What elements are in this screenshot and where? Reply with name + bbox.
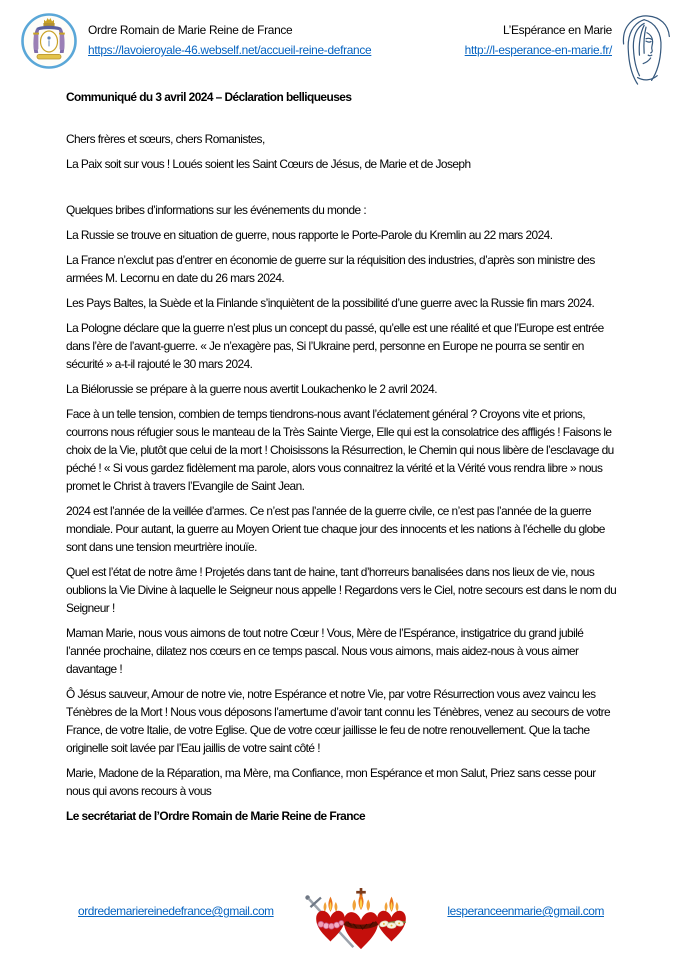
paragraph-tension: Face à un telle tension, combien de temps tiendrons-nous avant l’éclatement général ? Croyons vite et prions, courrons nous réfugier sous le manteau de la Très Sainte Vierge, Elle qui est la consolatrice des affligés ! Faisons le choix de la Vie, plutôt que celui de la mort ! Choisissons la Résurrection, le Chemin qui nous libère de l’esclavage du péché ! « Si vous gardez fidèlement ma parole, alors vous connaitrez la vérité et la Vérité vous rendra libre » nous promet le Christ à travers l’Evangile de Saint Jean. bbox=[66, 407, 614, 493]
paragraph-baltics: Les Pays Baltes, la Suède et la Finlande s’inquiètent de la possibilité d’une guerre avec la Russie fin mars 2024. bbox=[66, 296, 595, 310]
page-title: Communiqué du 3 avril 2024 – Déclaration belliqueuses bbox=[66, 90, 352, 104]
letterhead-left bbox=[20, 12, 371, 75]
right-org-link[interactable]: http://l-esperance-en-marie.fr/ bbox=[464, 43, 612, 57]
paragraph-jesus: Ô Jésus sauveur, Amour de notre vie, notre Espérance et notre Vie, par votre Résurrection vous avez vaincu les Ténèbres de la Mort ! Nous vous déposons l’amertume d’avoir tant connu les Ténèbres, venez au secours de votre France, de votre Italie, de votre Eglise. Que de votre cœur jaillisse le feu de notre renouvellement. Que la tache originelle soit lavée par l’Eau jaillis de votre saint côté ! bbox=[66, 687, 611, 755]
letterhead bbox=[0, 0, 680, 80]
paragraph-russia: La Russie se trouve en situation de guerre, nous rapporte le Porte-Parole du Kremlin au 22 mars 2024. bbox=[66, 228, 553, 242]
signature-line: Le secrétariat de l’Ordre Romain de Marie Reine de France bbox=[66, 809, 366, 823]
left-email-link[interactable]: ordredemariereinedefrance@gmail.com bbox=[78, 904, 274, 918]
right-email-link[interactable]: lesperanceenmarie@gmail.com bbox=[447, 904, 604, 918]
paragraph-france: La France n’exclut pas d’entrer en économie de guerre sur la réquisition des industries, d’après son ministre des armées M. Lecornu en date du 26 mars 2024. bbox=[66, 253, 595, 285]
letter-body bbox=[66, 88, 618, 825]
paragraph-soul: Quel est l’état de notre âme ! Projetés dans tant de haine, tant d’horreurs banalisées dans nos lieux de vie, nous oublions la Vie Divine à laquelle le Seigneur nous appelle ! Regardons vers le Ciel, notre secours est dans le nom du Seigneur ! bbox=[66, 565, 617, 615]
paragraph-intro: Quelques bribes d’informations sur les événements du monde : bbox=[66, 203, 367, 217]
order-crest-logo bbox=[20, 12, 78, 75]
paragraph-salutation: Chers frères et sœurs, chers Romanistes, bbox=[66, 132, 265, 146]
left-org-link[interactable]: https://lavoieroyale-46.webself.net/accueil-reine-defrance bbox=[88, 43, 372, 57]
paragraph-mary: Maman Marie, nous vous aimons de tout notre Cœur ! Vous, Mère de l’Espérance, instigatrice du grand jubilé l’année prochaine, dilatez nos cœurs en ce temps pascal. Nous vous aimons, mais aidez-nous à vous aimer davantage ! bbox=[66, 626, 584, 676]
left-org-block bbox=[88, 20, 371, 60]
letterhead-right bbox=[465, 12, 674, 94]
paragraph-poland: La Pologne déclare que la guerre n’est plus un concept du passé, qu’elle est une réalité et que l’Europe est entrée dans l’ère de l’avant-guerre. « Je n’exagère pas, Si l’Ukraine perd, personne en Europe ne pourra se sentir en sécurité » a-t-il rajouté le 30 mars 2024. bbox=[66, 321, 604, 371]
paragraph-madone: Marie, Madone de la Réparation, ma Mère, ma Confiance, mon Espérance et mon Salut, Priez sans cesse pour nous qui avons recours à vous bbox=[66, 766, 596, 798]
right-org-block bbox=[465, 20, 612, 60]
paragraph-belarus: La Biélorussie se prépare à la guerre nous avertit Loukachenko le 2 avril 2024. bbox=[66, 382, 437, 396]
three-sacred-hearts-icon bbox=[299, 886, 423, 958]
virgin-mary-line-drawing-icon bbox=[618, 12, 674, 94]
paragraph-greeting: La Paix soit sur vous ! Loués soient les Saint Cœurs de Jésus, de Marie et de Joseph bbox=[66, 157, 471, 171]
left-org-name: Ordre Romain de Marie Reine de France bbox=[88, 23, 293, 37]
right-org-name: L’Espérance en Marie bbox=[502, 23, 612, 37]
letter-footer bbox=[0, 886, 680, 958]
paragraph-2024: 2024 est l’année de la veillée d’armes. Ce n’est pas l’année de la guerre civile, ce n’est pas l’année de la guerre mondiale. Pour autant, la guerre au Moyen Orient tue chaque jour des innocents et les nations à l’échelle du globe sont dans une tension meurtrière inouïe. bbox=[66, 504, 605, 554]
